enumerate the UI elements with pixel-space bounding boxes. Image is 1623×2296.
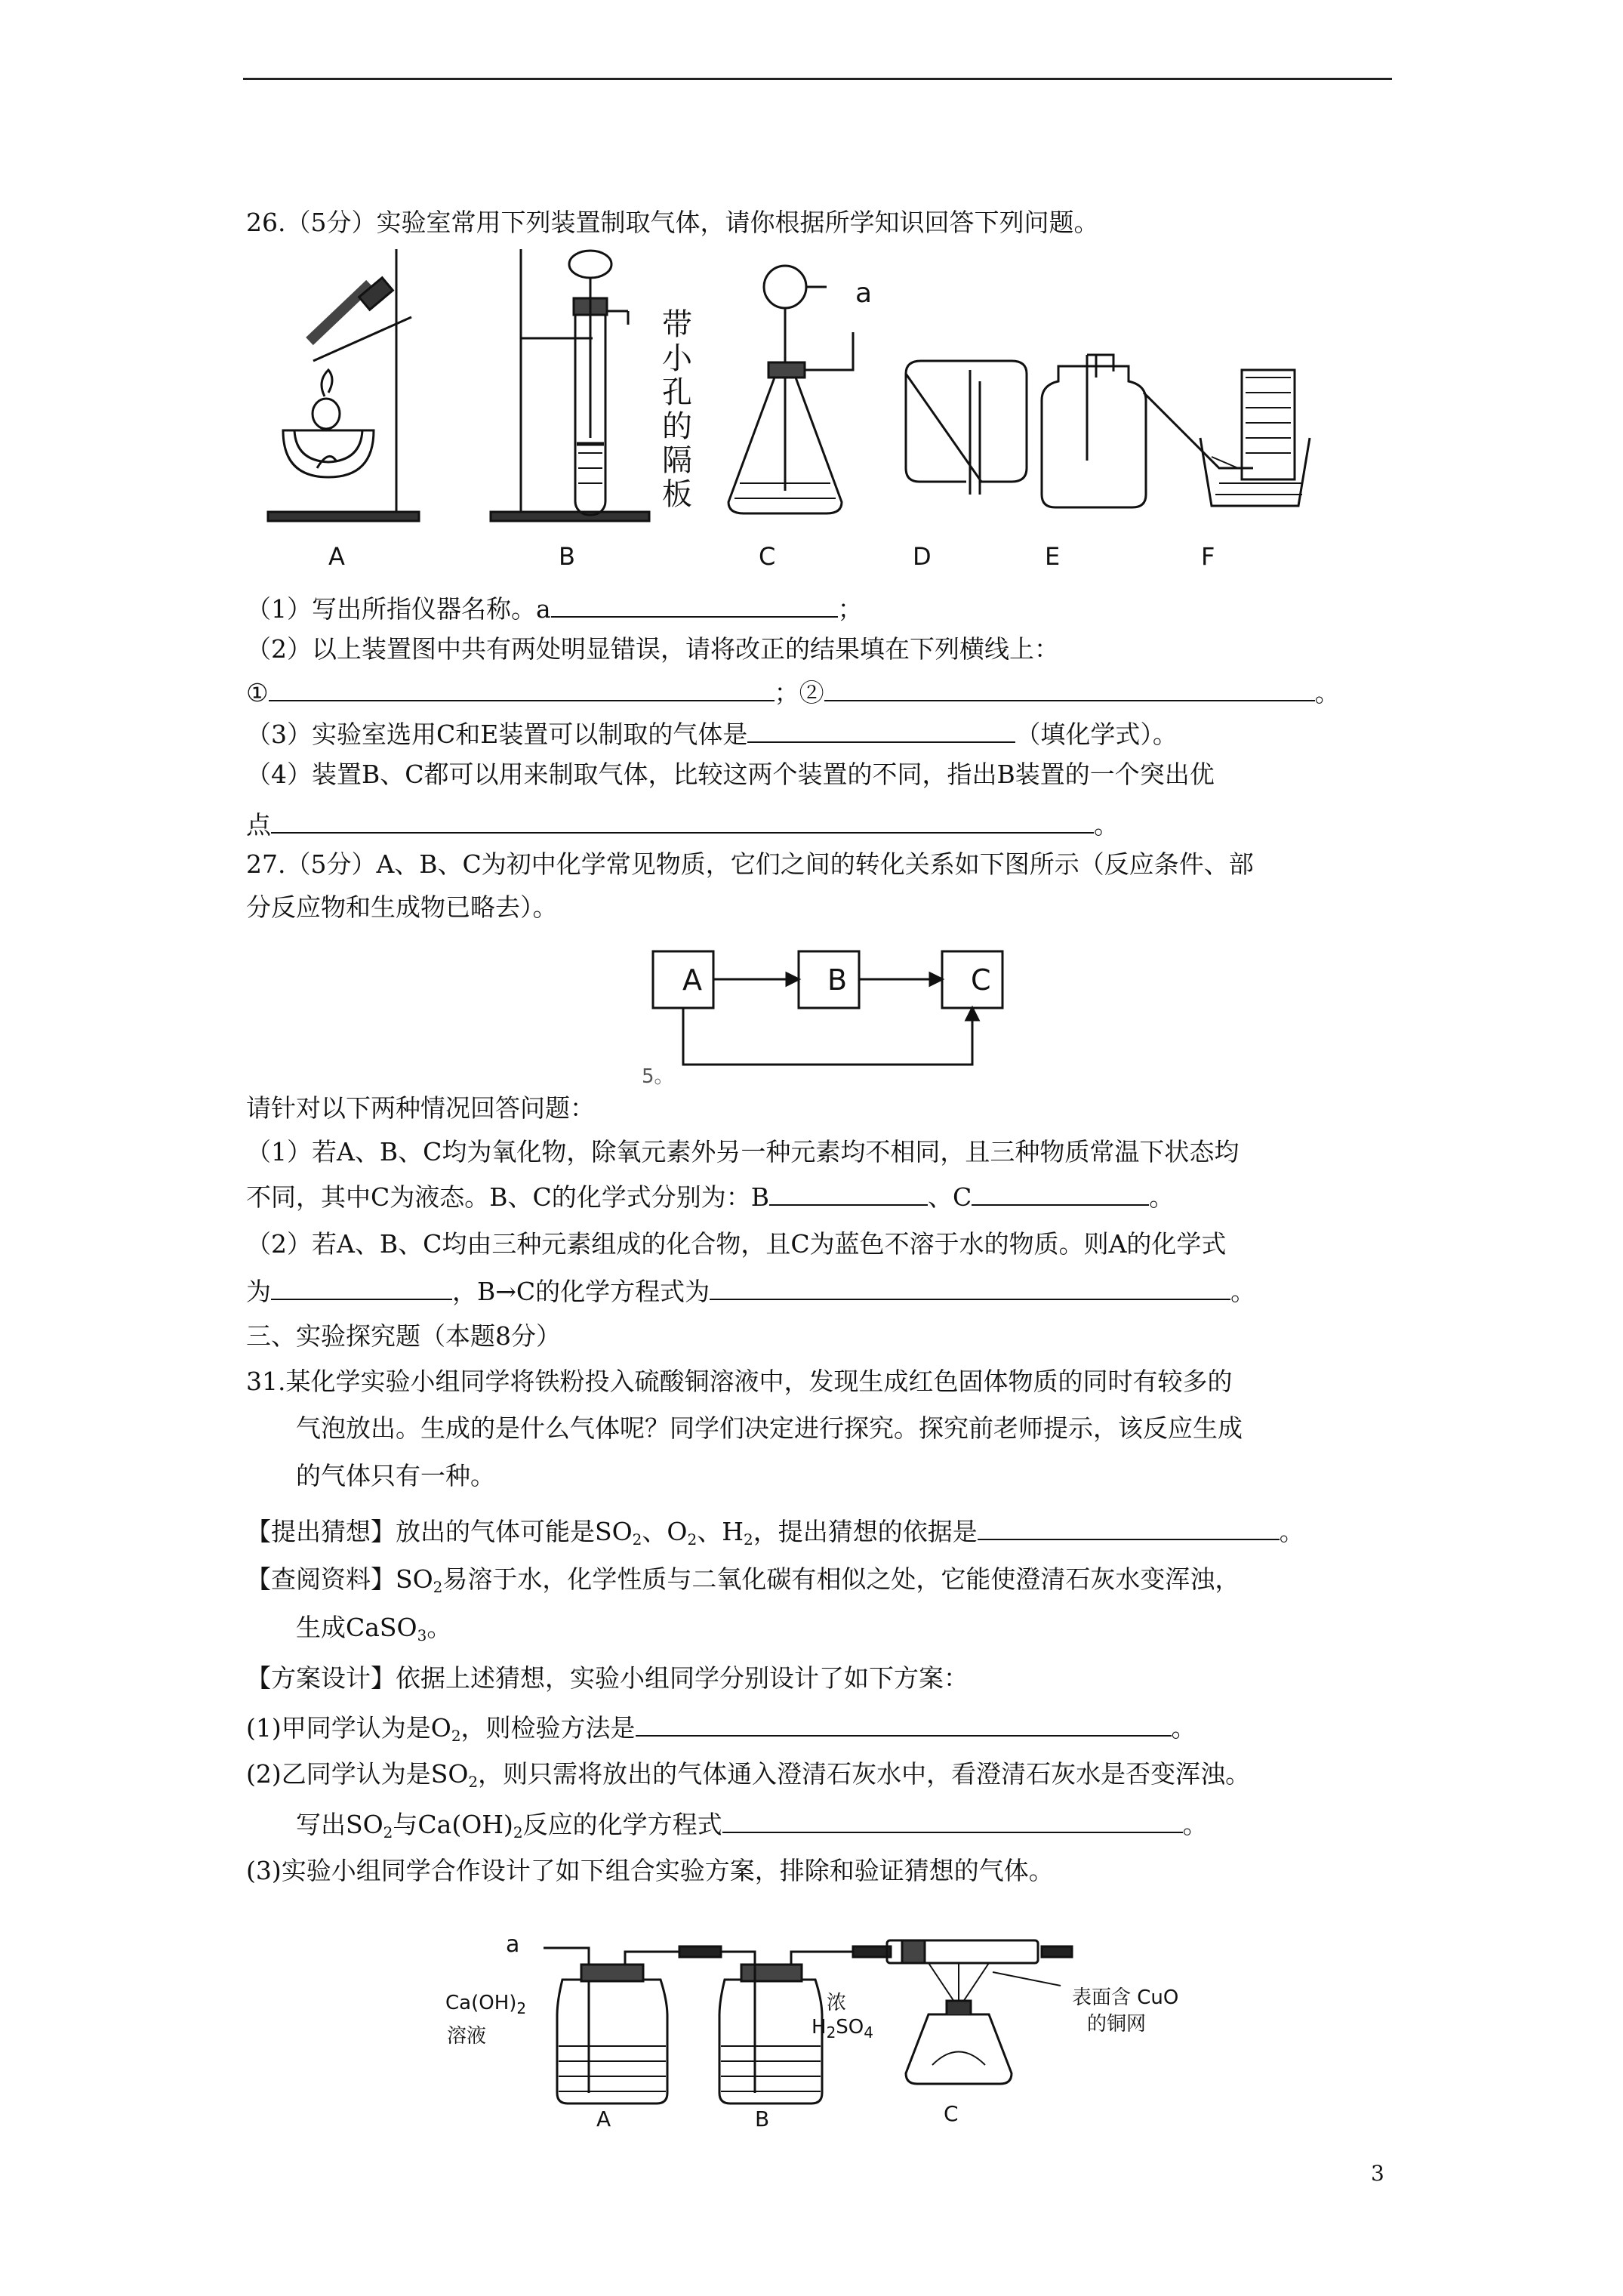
fig2-label-a: A [596, 2106, 611, 2131]
fig-label-f: F [1201, 542, 1215, 571]
bottle-a [544, 1948, 679, 2103]
point-a-label: a [855, 278, 873, 309]
q27-part2-line2: 为 ，B→C的化学方程式为 。 [246, 1274, 1255, 1307]
q26-part2: （2）以上装置图中共有两处明显错误，请将改正的结果填在下列横线上： [246, 634, 1059, 664]
answer-blank[interactable] [271, 808, 1094, 834]
q31-design-1: (1)甲同学认为是$O_2$，则检验方法是 。 [246, 1711, 1196, 1743]
node-c-label: C [971, 963, 991, 997]
fig2-gauze-label: 的铜网 [1087, 2013, 1147, 2036]
fig2-caoh-label: $Ca(OH)_2$ [445, 1992, 527, 2017]
q26-part1: （1）写出所指仪器名称。a ； [246, 592, 863, 624]
fig2-h2so4-label: $H_2SO_4$ [812, 2016, 873, 2042]
q26-title: 26.（5分）实验室常用下列装置制取气体，请你根据所学知识回答下列问题。 [246, 208, 1099, 237]
q27-title-line1: 27.（5分）A、B、C为初中化学常见物质，它们之间的转化关系如下图所示（反应条件、部 [246, 849, 1254, 879]
q31-line3: 的气体只有一种。 [296, 1461, 495, 1490]
q31-line2: 气泡放出。生成的是什么气体呢？同学们决定进行探究。探究前老师提示，该反应生成 [296, 1413, 1243, 1443]
stray-mark: 5。 [642, 1065, 674, 1088]
q31-reference-line2: 生成CaSO$_3$。 [296, 1613, 452, 1644]
apparatus-d [906, 361, 1027, 495]
answer-blank[interactable] [972, 1180, 1149, 1206]
answer-blank[interactable] [978, 1515, 1280, 1540]
combined-experiment-figure [430, 1925, 1110, 2122]
fig-label-b: B [559, 542, 575, 571]
q27-part1-line2: 不同，其中C为液态。B、C的化学式分别为：B 、C 。 [246, 1180, 1174, 1213]
fig2-solution-label: 溶液 [447, 2025, 487, 2048]
answer-blank[interactable] [271, 1274, 452, 1300]
partition-label: 带小孔的隔板 [662, 307, 692, 512]
header-rule [243, 78, 1392, 80]
answer-blank[interactable] [710, 1274, 1230, 1300]
q26-apparatus-figure [257, 242, 1313, 581]
q31-design: 【方案设计】依据上述猜想，实验小组同学分别设计了如下方案： [246, 1663, 969, 1693]
answer-blank[interactable] [769, 1180, 928, 1206]
fig2-conc-label: 浓 [827, 1992, 847, 2014]
apparatus-f [1144, 370, 1310, 506]
q27-intro: 请针对以下两种情况回答问题： [246, 1093, 595, 1123]
section-3-heading: 三、实验探究题（本题8分） [246, 1321, 561, 1351]
answer-blank[interactable] [722, 1808, 1183, 1833]
apparatus-e [1012, 242, 1146, 507]
apparatus-c [728, 266, 853, 513]
answer-blank[interactable] [269, 676, 775, 701]
q26-part4: （4）装置B、C都可以用来制取气体，比较这两个装置的不同，指出B装置的一个突出优 [246, 760, 1215, 789]
q31-design-3: (3)实验小组同学合作设计了如下组合实验方案，排除和验证猜想的气体。 [246, 1856, 1054, 1885]
q31-reference: 【查阅资料】$SO_2$易溶于水，化学性质与二氧化碳有相似之处，它能使澄清石灰水变浑浊， [246, 1564, 1240, 1596]
q26-part3: （3）实验室选用C和E装置可以制取的气体是 （填化学式）。 [246, 717, 1178, 750]
node-b-label: B [827, 963, 848, 997]
fig2-point-a: a [506, 1931, 520, 1958]
fig-label-e: E [1045, 542, 1061, 571]
apparatus-c-tube [887, 1940, 1072, 2084]
answer-blank[interactable] [551, 592, 838, 618]
q27-part1-line1: （1）若A、B、C均为氧化物，除氧元素外另一种元素均不相同，且三种物质常温下状态均 [246, 1137, 1240, 1166]
q27-title-line2: 分反应物和生成物已略去）。 [246, 892, 558, 922]
fig2-label-c: C [944, 2101, 959, 2126]
answer-blank[interactable] [824, 676, 1315, 701]
q26-part4-answer: 点 。 [246, 808, 1119, 840]
q31-line1: 31.某化学实验小组同学将铁粉投入硫酸铜溶液中，发现生成红色固体物质的同时有较多的 [246, 1367, 1233, 1396]
answer-blank[interactable] [747, 717, 1015, 743]
page-number: 3 [1371, 2161, 1384, 2186]
q31-design-2: (2)乙同学认为是$SO_2$，则只需将放出的气体通入澄清石灰水中，看澄清石灰水是否变浑浊。 [246, 1759, 1251, 1791]
answer-blank[interactable] [636, 1711, 1172, 1737]
q27-part2-line1: （2）若A、B、C均由三种元素组成的化合物，且C为蓝色不溶于水的物质。则A的化学式 [246, 1229, 1227, 1259]
q31-guess: 【提出猜想】放出的气体可能是$SO_2$、$O_2$、$H_2$，提出猜想的依据是 。 [246, 1515, 1304, 1547]
fig-label-c: C [759, 542, 776, 571]
q31-design-2-line2: 写出$SO_2$与$Ca(OH)_2$反应的化学方程式 。 [296, 1808, 1208, 1840]
fig-label-d: D [913, 542, 932, 571]
fig2-cuo-label: 表面含 CuO [1072, 1986, 1179, 2009]
apparatus-b [491, 249, 649, 521]
fig2-label-b: B [755, 2106, 770, 2131]
fig-label-a: A [328, 542, 345, 571]
apparatus-a [268, 249, 419, 521]
node-a-label: A [682, 963, 702, 997]
q26-part2-answers: ① ；② 。 [246, 676, 1340, 708]
